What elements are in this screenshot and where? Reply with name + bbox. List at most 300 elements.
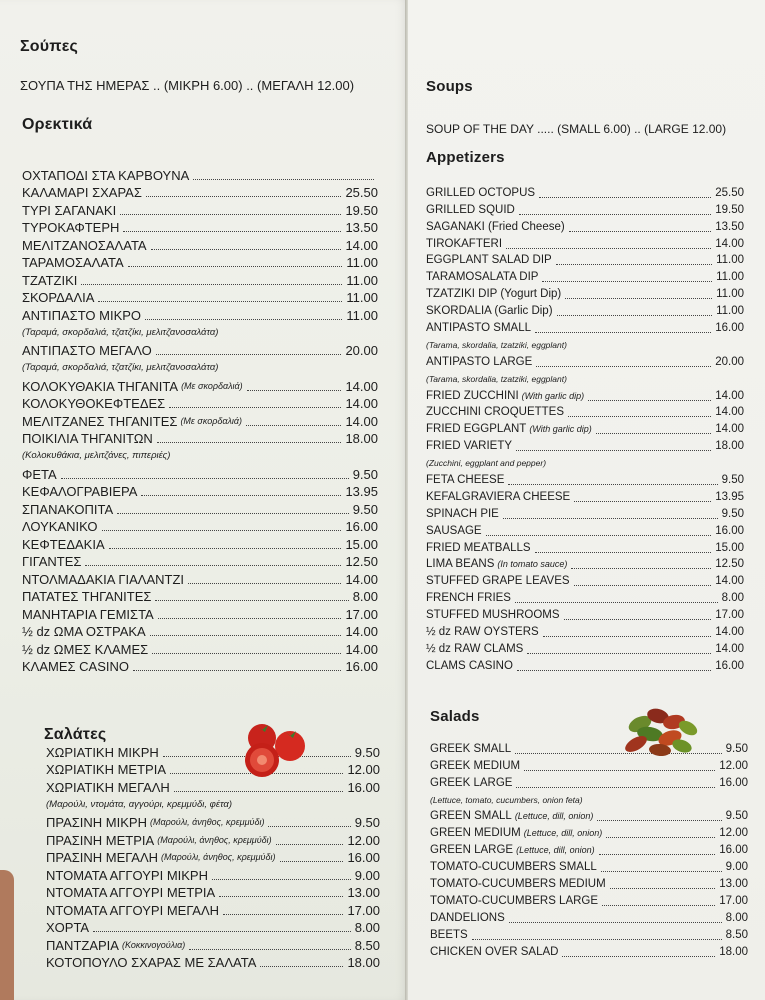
- menu-item-name: KEFALGRAVIERA CHEESE: [426, 490, 571, 503]
- dot-leader: [517, 670, 711, 671]
- menu-item-row: [430, 893, 748, 910]
- menu-item-row: [426, 219, 744, 236]
- menu-item-price: 13.95: [345, 484, 378, 499]
- menu-item-row: [46, 849, 380, 867]
- menu-item-name: ΠΡΑΣΙΝΗ ΜΕΓΑΛΗ: [46, 850, 159, 865]
- item-description: (Κολοκυθάκια, μελιτζάνες, πιπεριές): [22, 450, 171, 461]
- menu-item-row: [22, 640, 378, 658]
- menu-item-name: GRILLED OCTOPUS: [426, 186, 536, 199]
- menu-item-name: ΚΟΛΟΚΥΘΑΚΙΑ ΤΗΓΑΝΙΤΑ: [22, 378, 179, 394]
- menu-item-name: ΤΑΡΑΜΟΣΑΛΑΤΑ: [22, 255, 124, 270]
- menu-item-price: 14.00: [345, 413, 378, 429]
- soups-heading: Soups: [426, 78, 473, 95]
- dot-leader: [539, 197, 711, 198]
- menu-item-price: 9.50: [354, 744, 380, 760]
- menu-item-row: [22, 535, 378, 553]
- menu-item-row: [426, 269, 744, 286]
- menu-item-name: SKORDALIA (Garlic Dip): [426, 305, 553, 318]
- menu-item-row: [46, 814, 380, 832]
- salads-list: [430, 741, 748, 961]
- menu-item-name: ΝΤΟΜΑΤΑ ΑΓΓΟΥΡΙ ΜΕΓΑΛΗ: [46, 902, 220, 918]
- menu-item-row: [426, 185, 744, 202]
- menu-item-row: [22, 500, 378, 518]
- menu-item-name: ½ dz RAW CLAMS: [426, 642, 524, 655]
- menu-item-row: [46, 954, 380, 972]
- menu-item-name: ΠΟΙΚΙΛΙΑ ΤΗΓΑΝΙΤΩΝ: [22, 431, 153, 446]
- menu-item-name: ΜΕΛΙΤΖΑΝΕΣ ΤΗΓΑΝΙΤΕΣ: [22, 413, 178, 429]
- menu-item-row: [46, 743, 380, 761]
- menu-item-name: LIMA BEANS: [426, 558, 495, 571]
- menu-item-price: 16.00: [347, 850, 380, 865]
- dot-leader: [602, 905, 715, 906]
- dot-leader: [98, 301, 342, 302]
- menu-item-price: 14.00: [345, 396, 378, 411]
- menu-item-row: [22, 342, 378, 360]
- menu-item-row: [426, 303, 744, 320]
- menu-item-row: [46, 778, 380, 796]
- menu-item-name: ½ dz ΩΜΕΣ ΚΛΑΜΕΣ: [22, 641, 149, 657]
- appetizers-heading-greek: Ορεκτικά: [22, 116, 93, 133]
- dot-leader: [503, 518, 718, 519]
- menu-item-name: ΚΟΛΟΚΥΘΟΚΕΦΤΕΔΕΣ: [22, 396, 166, 411]
- dot-leader: [188, 583, 341, 584]
- dot-leader: [102, 530, 342, 531]
- dot-leader: [157, 442, 342, 443]
- dot-leader: [524, 770, 715, 771]
- menu-item-row: [426, 320, 744, 337]
- menu-item-name: ΑΝΤΙΠΑΣΤΟ ΜΙΚΡΟ: [22, 307, 142, 323]
- menu-item-name: ΓΙΓΑΝΤΕΣ: [22, 554, 82, 569]
- menu-item-price: 9.00: [354, 867, 380, 883]
- menu-item-note: (Μαρούλι, άνηθος, κρεμμύδι): [157, 834, 272, 845]
- menu-item-row: [22, 605, 378, 623]
- menu-item-row: [22, 518, 378, 536]
- menu-item-name: FRIED MEATBALLS: [426, 541, 531, 554]
- menu-item-price: 18.00: [345, 431, 378, 446]
- dot-leader: [158, 618, 342, 619]
- dot-leader: [519, 214, 711, 215]
- menu-item-price: 14.00: [345, 378, 378, 394]
- menu-item-price: 13.50: [715, 220, 744, 233]
- soup-of-day: SOUP OF THE DAY ..... (SMALL 6.00) .. (LARGE 12.00): [426, 122, 727, 136]
- menu-item-row: [430, 859, 748, 876]
- menu-item-name: ΚΛΑΜΕΣ CASINO: [22, 659, 130, 674]
- menu-item-row: [426, 202, 744, 219]
- item-description: (Lettuce, tomato, cucumbers, onion feta): [430, 794, 583, 805]
- menu-item-name: TOMATO-CUCUMBERS SMALL: [430, 861, 597, 874]
- menu-item-name: GRILLED SQUID: [426, 203, 515, 216]
- menu-item-price: 9.50: [721, 507, 744, 520]
- menu-item-name: GREEK LARGE: [430, 776, 513, 789]
- dot-leader: [536, 366, 711, 367]
- menu-item-price: 14.00: [715, 237, 744, 250]
- menu-item-name: FRIED VARIETY: [426, 440, 513, 453]
- menu-item-row: [46, 866, 380, 884]
- menu-item-row: [22, 588, 378, 606]
- menu-item-row: [22, 236, 378, 254]
- item-description: (Tarama, skordalia, tzatziki, eggplant): [426, 340, 567, 351]
- menu-item-row: [22, 465, 378, 483]
- menu-item-name: DANDELIONS: [430, 911, 505, 924]
- dot-leader: [85, 565, 341, 566]
- menu-item-row: [22, 219, 378, 237]
- menu-item-note: (In tomato sauce): [497, 559, 568, 570]
- menu-item-row: [430, 825, 748, 842]
- menu-item-name: FRENCH FRIES: [426, 592, 511, 605]
- appetizers-list-greek: [22, 166, 378, 675]
- dot-leader: [61, 478, 349, 479]
- menu-item-name: ΑΝΤΙΠΑΣΤΟ ΜΕΓΑΛΟ: [22, 343, 152, 358]
- menu-item-row: [426, 658, 744, 675]
- dot-leader: [571, 568, 711, 569]
- dot-leader: [508, 484, 717, 485]
- menu-item-row: [22, 166, 378, 184]
- menu-item-row: [46, 901, 380, 919]
- menu-item-name: TIROKAFTERI: [426, 237, 503, 250]
- menu-item-row: [46, 884, 380, 902]
- salads-list-greek: [46, 743, 380, 971]
- menu-item-price: 14.00: [715, 575, 744, 588]
- menu-item-name: ZUCCHINI CROQUETTES: [426, 406, 564, 419]
- menu-item-name: GREEK MEDIUM: [430, 759, 521, 772]
- menu-item-price: 16.00: [345, 519, 378, 534]
- menu-item-row: [426, 590, 744, 607]
- menu-item-price: 13.50: [345, 220, 378, 235]
- menu-item-price: 14.00: [715, 642, 744, 655]
- menu-item-price: 11.00: [716, 254, 744, 267]
- dot-leader: [574, 585, 712, 586]
- menu-item-price: 18.00: [715, 440, 744, 453]
- menu-item-price: 12.50: [345, 554, 378, 569]
- menu-item-name: SPINACH PIE: [426, 507, 499, 520]
- menu-item-name: CLAMS CASINO: [426, 659, 513, 672]
- menu-item-price: 16.00: [719, 844, 748, 857]
- menu-item-name: ΣΚΟΡΔΑΛΙΑ: [22, 290, 95, 305]
- menu-item-price: 19.50: [345, 202, 378, 218]
- dot-leader: [109, 548, 342, 549]
- menu-item-price: 20.00: [715, 355, 744, 368]
- dot-leader: [128, 266, 343, 267]
- menu-item-name: STUFFED MUSHROOMS: [426, 609, 560, 622]
- menu-item-note: (Κοκκινογούλια): [121, 939, 186, 950]
- menu-item-name: SAUSAGE: [426, 524, 482, 537]
- menu-item-name: ΜΕΛΙΤΖΑΝΟΣΑΛΑΤΑ: [22, 237, 147, 253]
- menu-item-name: FETA CHEESE: [426, 474, 505, 487]
- menu-item-row: [430, 910, 748, 927]
- dot-leader: [565, 298, 712, 299]
- dot-leader: [516, 450, 711, 451]
- menu-item-name: FRIED ZUCCHINI: [426, 389, 519, 402]
- menu-item-name: STUFFED GRAPE LEAVES: [426, 575, 570, 588]
- menu-item-price: 16.00: [715, 659, 744, 672]
- menu-item-price: 8.50: [354, 937, 380, 953]
- menu-item-name: ΤΥΡΟΚΑΦΤΕΡΗ: [22, 220, 120, 235]
- menu-item-row: [426, 624, 744, 641]
- menu-item-name: ANTIPASTO LARGE: [426, 355, 533, 368]
- menu-item-name: ΝΤΟΜΑΤΑ ΑΓΓΟΥΡΙ ΜΙΚΡΗ: [46, 867, 208, 883]
- menu-item-price: 15.00: [345, 536, 378, 552]
- dot-leader: [146, 196, 342, 197]
- dot-leader: [193, 179, 374, 180]
- menu-item-note: (Lettuce, dill, onion): [523, 828, 603, 839]
- menu-item-name: ΚΑΛΑΜΑΡΙ ΣΧΑΡΑΣ: [22, 185, 142, 200]
- soups-heading-greek: Σούπες: [20, 38, 79, 55]
- menu-item-price: 9.50: [721, 474, 744, 487]
- menu-item-price: 11.00: [716, 288, 744, 301]
- peppers-illustration: [610, 700, 710, 764]
- appetizers-list: [426, 185, 744, 675]
- menu-item-name: ΤΥΡΙ ΣΑΓΑΝΑΚΙ: [22, 202, 117, 218]
- menu-item-row: [430, 775, 748, 792]
- menu-item-row: [430, 809, 748, 826]
- menu-item-price: 11.00: [346, 290, 378, 305]
- menu-item-name: GREEK SMALL: [430, 742, 512, 755]
- menu-item-row: [426, 405, 744, 422]
- menu-item-row: [22, 553, 378, 571]
- menu-item-row: [22, 570, 378, 588]
- menu-item-price: 9.50: [725, 742, 748, 755]
- menu-item-row: [426, 438, 744, 455]
- menu-item-price: 11.00: [346, 307, 378, 323]
- dot-leader: [543, 636, 712, 637]
- menu-item-name: TARAMOSALATA DIP: [426, 271, 539, 284]
- menu-item-name: ΠΑΤΑΤΕΣ ΤΗΓΑΝΙΤΕΣ: [22, 589, 152, 604]
- menu-item-name: TZATZIKI DIP (Yogurt Dip): [426, 288, 562, 301]
- menu-item-note: (With garlic dip): [521, 390, 585, 401]
- menu-item-price: 16.00: [347, 779, 380, 795]
- menu-item-name: ΣΠΑΝΑΚΟΠΙΤΑ: [22, 501, 114, 517]
- menu-item-note: (Μαρούλι, άνηθος, κρεμμύδι): [161, 852, 276, 862]
- menu-item-price: 9.50: [352, 466, 378, 482]
- appetizers-heading: Appetizers: [426, 149, 505, 166]
- menu-item-price: 17.00: [347, 902, 380, 918]
- dot-leader: [599, 854, 716, 855]
- menu-item-price: 13.00: [347, 885, 380, 900]
- menu-item-row: [426, 388, 744, 405]
- menu-item-row: [426, 472, 744, 489]
- menu-item-note: (Lettuce, dill, onion): [516, 845, 595, 856]
- menu-item-name: ΚΕΦΑΛΟΓΡΑΒΙΕΡΑ: [22, 484, 138, 499]
- menu-item-price: 13.95: [715, 490, 744, 503]
- dot-leader: [145, 319, 342, 320]
- dot-leader: [156, 354, 342, 355]
- dot-leader: [150, 635, 342, 636]
- menu-item-row: [426, 286, 744, 303]
- dot-leader: [472, 939, 722, 940]
- salads-heading: Salads: [430, 708, 480, 725]
- menu-item-name: ΚΟΤΟΠΟΥΛΟ ΣΧΑΡΑΣ ΜΕ ΣΑΛΑΤΑ: [46, 955, 257, 970]
- menu-item-row: [46, 761, 380, 779]
- menu-item-row: [426, 573, 744, 590]
- dot-leader: [535, 332, 711, 333]
- menu-item-row: [22, 184, 378, 202]
- menu-item-price: 17.00: [719, 894, 748, 907]
- menu-item-name: GREEN SMALL: [430, 810, 512, 823]
- menu-item-price: 18.00: [347, 955, 380, 970]
- menu-item-row: [426, 506, 744, 523]
- menu-item-row: [22, 271, 378, 289]
- menu-item-price: 11.00: [346, 272, 378, 288]
- menu-item-row: [430, 927, 748, 944]
- menu-item-name: ΠΡΑΣΙΝΗ ΜΙΚΡΗ: [46, 815, 147, 830]
- menu-item-price: 14.00: [715, 406, 744, 419]
- menu-item-price: 25.50: [715, 186, 744, 199]
- menu-item-price: 16.00: [715, 322, 744, 335]
- menu-item-row: [22, 395, 378, 413]
- menu-item-price: 14.00: [715, 389, 744, 402]
- dot-leader: [151, 249, 342, 250]
- menu-item-price: 14.00: [345, 624, 378, 639]
- menu-item-name: ΧΩΡΙΑΤΙΚΗ ΜΕΓΑΛΗ: [46, 779, 170, 795]
- menu-item-name: ANTIPASTO SMALL: [426, 322, 532, 335]
- menu-item-name: ΛΟΥΚΑΝΙΚΟ: [22, 519, 98, 534]
- menu-item-row: [46, 919, 380, 937]
- menu-item-note: (Με σκορδαλιά): [180, 415, 243, 426]
- dot-leader: [516, 787, 715, 788]
- menu-item-name: ΝΤΟΛΜΑΔΑΚΙΑ ΓΙΑΛΑΝΤΖΙ: [22, 571, 185, 587]
- menu-item-price: 11.00: [716, 305, 744, 318]
- menu-item-row: [22, 623, 378, 641]
- menu-item-note: (Με σκορδαλιά): [181, 380, 243, 391]
- menu-item-price: 12.00: [347, 762, 380, 777]
- dot-leader: [155, 600, 348, 601]
- item-description: (Ταραμά, σκορδαλιά, τζατζίκι, μελιτζανοσαλάτα): [22, 362, 219, 373]
- menu-item-row: [22, 254, 378, 272]
- hand-edge: [0, 870, 14, 1000]
- menu-item-price: 16.00: [719, 776, 748, 789]
- menu-item-price: 13.00: [719, 878, 748, 891]
- menu-item-price: 12.00: [719, 827, 748, 840]
- menu-item-price: 8.00: [354, 920, 380, 935]
- menu-item-row: [22, 377, 378, 395]
- menu-item-name: BEETS: [430, 928, 468, 941]
- salads-heading-greek: Σαλάτες: [44, 726, 107, 743]
- item-description: (Tarama, skordalia, tzatziki, eggplant): [426, 373, 567, 384]
- dot-leader: [597, 820, 721, 821]
- menu-item-price: 16.00: [345, 659, 378, 674]
- dot-leader: [610, 888, 716, 889]
- dot-leader: [601, 871, 722, 872]
- menu-item-price: 12.50: [715, 558, 744, 571]
- dot-leader: [515, 602, 718, 603]
- menu-item-row: [426, 253, 744, 270]
- dot-leader: [212, 879, 351, 880]
- menu-item-note: (Lettuce, dill, onion): [514, 811, 594, 822]
- menu-item-price: 8.00: [725, 911, 748, 924]
- dot-leader: [246, 425, 341, 426]
- menu-item-price: 25.50: [345, 185, 378, 200]
- menu-item-name: SAGANAKI (Fried Cheese): [426, 220, 565, 233]
- menu-item-price: 14.00: [345, 237, 378, 253]
- dot-leader: [568, 416, 711, 417]
- menu-item-name: ½ dz ΩΜΑ ΟΣΤΡΑΚΑ: [22, 624, 146, 639]
- tomato-illustration: [238, 716, 314, 780]
- menu-item-price: 14.00: [345, 641, 378, 657]
- dot-leader: [556, 264, 712, 265]
- dot-leader: [268, 826, 350, 827]
- dot-leader: [152, 653, 341, 654]
- menu-item-row: [46, 936, 380, 954]
- item-description: (Zucchini, eggplant and pepper): [426, 458, 547, 469]
- dot-leader: [596, 433, 711, 434]
- dot-leader: [564, 619, 712, 620]
- menu-item-row: [426, 540, 744, 557]
- menu-item-row: [430, 876, 748, 893]
- menu-item-name: ΜΑΝΗΤΑΡΙΑ ΓΕΜΙΣΤΑ: [22, 606, 154, 622]
- menu-item-price: 8.00: [721, 592, 744, 605]
- menu-item-price: 8.00: [352, 589, 378, 604]
- menu-item-name: ΝΤΟΜΑΤΑ ΑΓΓΟΥΡΙ ΜΕΤΡΙΑ: [46, 885, 216, 900]
- menu-item-price: 9.50: [725, 810, 748, 823]
- menu-item-row: [426, 523, 744, 540]
- dot-leader: [141, 495, 341, 496]
- menu-item-name: GREEN LARGE: [430, 844, 514, 857]
- menu-item-price: 14.00: [715, 626, 744, 639]
- menu-page-english: [408, 0, 765, 1000]
- dot-leader: [486, 535, 712, 536]
- menu-item-row: [426, 354, 744, 371]
- menu-item-row: [46, 831, 380, 849]
- menu-item-name: ΦΕΤΑ: [22, 466, 57, 482]
- menu-item-row: [426, 607, 744, 624]
- menu-item-price: 9.50: [352, 501, 378, 517]
- menu-item-row: [22, 306, 378, 324]
- dot-leader: [527, 653, 711, 654]
- menu-item-row: [22, 430, 378, 448]
- dot-leader: [81, 284, 342, 285]
- menu-item-row: [430, 944, 748, 961]
- dot-leader: [542, 281, 712, 282]
- menu-item-price: 15.00: [715, 541, 744, 554]
- dot-leader: [93, 931, 351, 932]
- menu-item-price: 12.00: [719, 759, 748, 772]
- menu-item-name: ΧΩΡΙΑΤΙΚΗ ΜΙΚΡΗ: [46, 744, 159, 760]
- menu-item-name: CHICKEN OVER SALAD: [430, 945, 559, 958]
- menu-item-name: ΠΑΝΤΖΑΡΙΑ: [46, 937, 119, 953]
- dot-leader: [174, 791, 344, 792]
- menu-item-row: [22, 658, 378, 676]
- item-description: (Ταραμά, σκορδαλιά, τζατζίκι, μελιτζανοσαλάτα): [22, 326, 219, 338]
- menu-item-name: ΚΕΦΤΕΔΑΚΙΑ: [22, 536, 105, 552]
- menu-item-row: [426, 236, 744, 253]
- menu-item-price: 8.50: [725, 928, 748, 941]
- menu-item-row: [22, 483, 378, 501]
- dot-leader: [247, 390, 342, 391]
- dot-leader: [219, 896, 343, 897]
- dot-leader: [260, 966, 343, 967]
- menu-item-row: [22, 201, 378, 219]
- dot-leader: [223, 914, 343, 915]
- menu-item-row: [426, 557, 744, 574]
- menu-item-price: 14.00: [715, 423, 744, 436]
- menu-item-note: (Μαρούλι, άνηθος, κρεμμύδι): [149, 817, 265, 827]
- menu-item-price: 9.00: [725, 861, 748, 874]
- menu-item-name: EGGPLANT SALAD DIP: [426, 254, 552, 267]
- dot-leader: [123, 231, 341, 232]
- menu-item-price: 17.00: [715, 609, 744, 622]
- menu-item-row: [430, 842, 748, 859]
- dot-leader: [569, 231, 712, 232]
- dot-leader: [606, 837, 715, 838]
- menu-item-price: 18.00: [719, 945, 748, 958]
- dot-leader: [133, 670, 341, 671]
- menu-item-row: [426, 489, 744, 506]
- menu-item-price: 9.50: [354, 815, 380, 830]
- menu-item-name: TOMATO-CUCUMBERS MEDIUM: [430, 878, 606, 891]
- dot-leader: [557, 315, 713, 316]
- dot-leader: [562, 956, 715, 957]
- menu-item-note: (With garlic dip): [529, 424, 592, 435]
